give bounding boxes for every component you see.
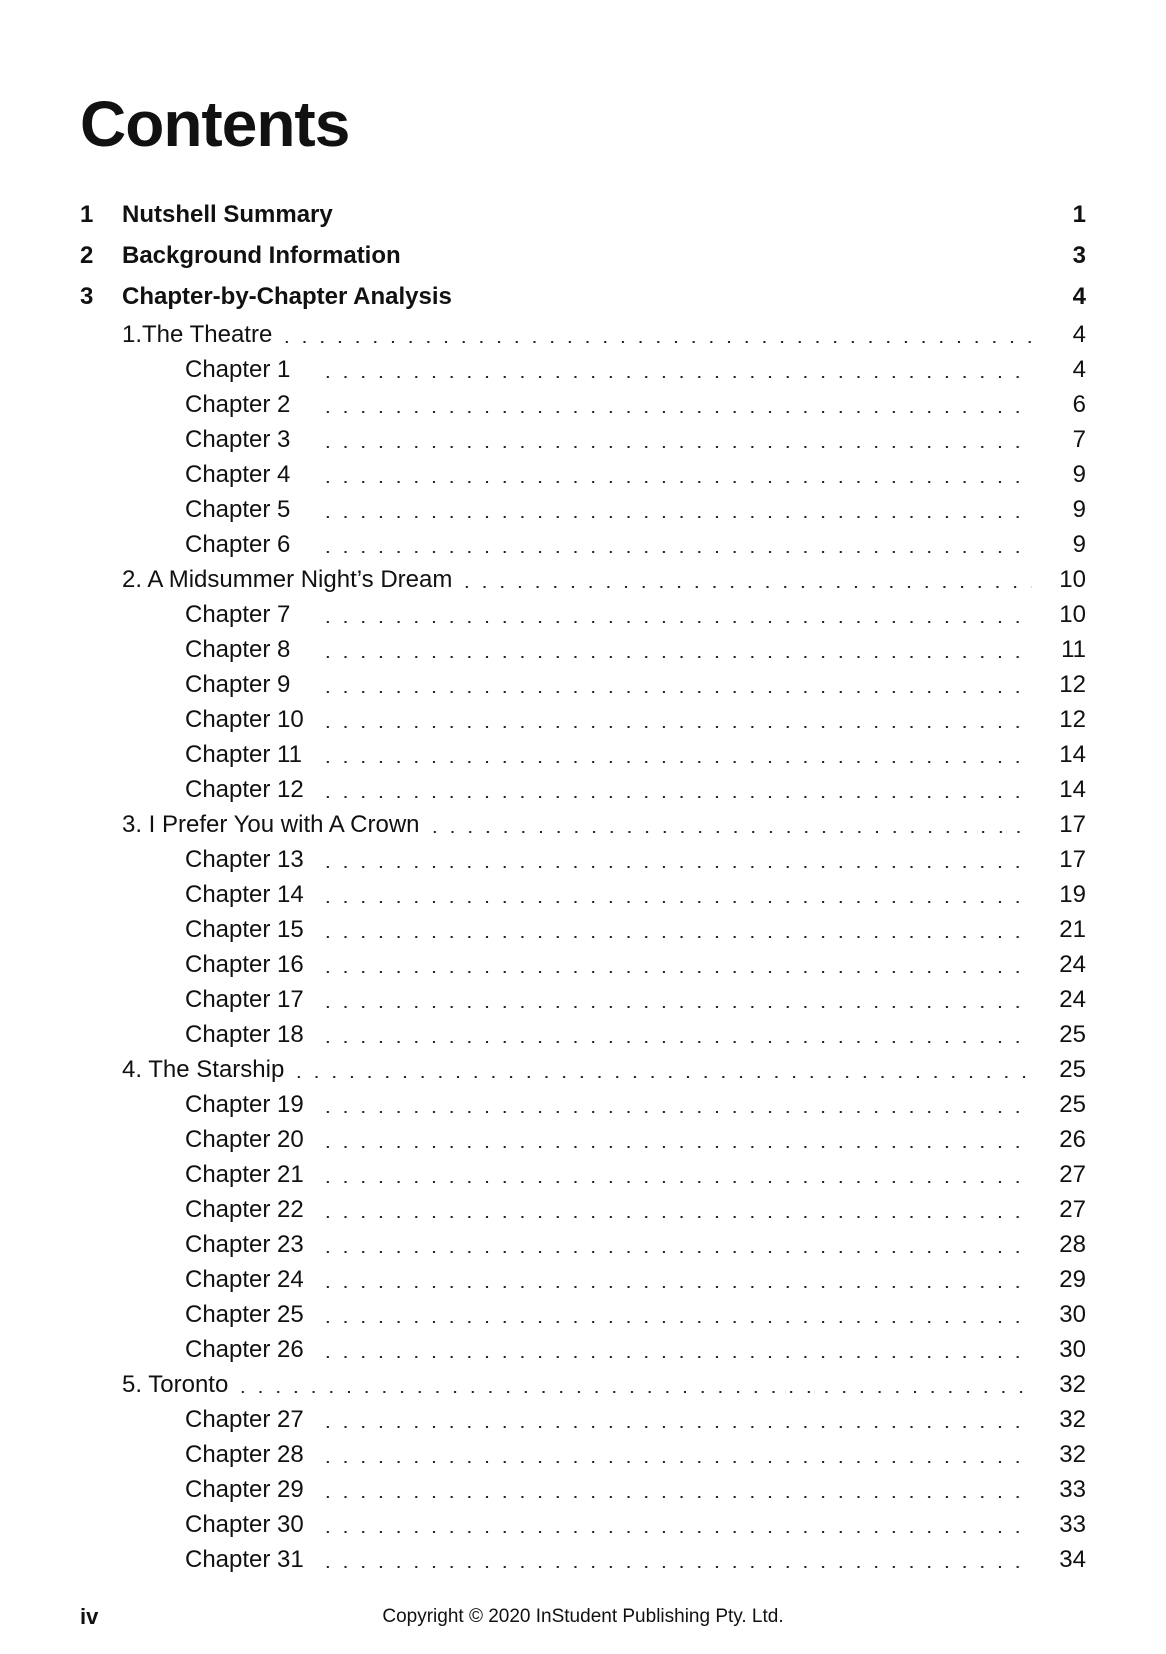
toc-entry-row[interactable] — [80, 1507, 1086, 1542]
entry-page-number: 4 — [1072, 355, 1086, 383]
dot-leader — [319, 1146, 1032, 1148]
entry-title: Chapter 6 — [185, 530, 291, 558]
dot-leader — [319, 1496, 1032, 1498]
toc-section-row[interactable] — [80, 807, 1086, 842]
dot-leader — [426, 831, 1032, 833]
entry-title: Chapter 7 — [185, 600, 291, 628]
toc-chapter-row[interactable] — [80, 235, 1086, 276]
entry-page-number: 27 — [1059, 1195, 1086, 1223]
dot-leader — [319, 376, 1032, 378]
toc-entry-row[interactable] — [80, 1472, 1086, 1507]
toc-entry-row[interactable] — [80, 457, 1086, 492]
toc-entry-row[interactable] — [80, 877, 1086, 912]
toc-chapter-row[interactable] — [80, 276, 1086, 317]
entry-page-number: 34 — [1059, 1545, 1086, 1573]
toc-entry-row[interactable] — [80, 1227, 1086, 1262]
entry-page-number: 17 — [1059, 810, 1086, 838]
entry-page-number: 7 — [1072, 425, 1086, 453]
dot-leader — [319, 1251, 1032, 1253]
entry-title: 3. I Prefer You with A Crown — [122, 810, 420, 838]
toc-entry-row[interactable] — [80, 527, 1086, 562]
chapter-page-number: 3 — [1072, 241, 1086, 269]
toc-entry-row[interactable] — [80, 632, 1086, 667]
entry-page-number: 33 — [1059, 1475, 1086, 1503]
entry-title: 2. A Midsummer Night’s Dream — [122, 565, 453, 593]
entry-title: Chapter 20 — [185, 1125, 304, 1153]
dot-leader — [319, 761, 1032, 763]
dot-leader — [319, 1531, 1032, 1533]
chapter-number: 2 — [80, 241, 94, 269]
entry-title: Chapter 15 — [185, 915, 304, 943]
entry-title: Chapter 8 — [185, 635, 291, 663]
dot-leader — [290, 1076, 1032, 1078]
dot-leader — [319, 726, 1032, 728]
dot-leader — [319, 971, 1032, 973]
entry-page-number: 11 — [1061, 635, 1086, 663]
toc-section-row[interactable] — [80, 317, 1086, 352]
entry-page-number: 14 — [1059, 775, 1086, 803]
footer-copyright: Copyright © 2020 InStudent Publishing Pty. Ltd. — [382, 1606, 784, 1627]
entry-page-number: 19 — [1059, 880, 1086, 908]
entry-page-number: 24 — [1059, 985, 1086, 1013]
dot-leader — [319, 1041, 1032, 1043]
dot-leader — [319, 1426, 1032, 1428]
entry-page-number: 12 — [1059, 670, 1086, 698]
entry-page-number: 9 — [1072, 530, 1086, 558]
entry-page-number: 32 — [1059, 1370, 1086, 1398]
entry-title: Chapter 31 — [185, 1545, 304, 1573]
entry-page-number: 21 — [1059, 915, 1086, 943]
dot-leader — [319, 901, 1032, 903]
dot-leader — [319, 411, 1032, 413]
chapter-title: Chapter-by-Chapter Analysis — [122, 282, 452, 310]
entry-page-number: 32 — [1059, 1405, 1086, 1433]
toc-entry-row[interactable] — [80, 842, 1086, 877]
chapter-number: 3 — [80, 282, 94, 310]
dot-leader — [319, 621, 1032, 623]
toc-entry-row[interactable] — [80, 772, 1086, 807]
chapter-title: Background Information — [122, 241, 401, 269]
dot-leader — [319, 1181, 1032, 1183]
dot-leader — [319, 1461, 1032, 1463]
toc-section-row[interactable] — [80, 562, 1086, 597]
entry-title: Chapter 22 — [185, 1195, 304, 1223]
entry-title: Chapter 4 — [185, 460, 291, 488]
toc-entry-row[interactable] — [80, 1192, 1086, 1227]
entry-title: Chapter 19 — [185, 1090, 304, 1118]
dot-leader — [319, 551, 1032, 553]
toc-entry-row[interactable] — [80, 352, 1086, 387]
entry-title: Chapter 1 — [185, 355, 291, 383]
chapter-page-number: 4 — [1072, 282, 1086, 310]
entry-page-number: 26 — [1059, 1125, 1086, 1153]
entry-title: 1.The Theatre — [122, 320, 273, 348]
entry-page-number: 25 — [1059, 1020, 1086, 1048]
dot-leader — [319, 796, 1032, 798]
entry-page-number: 30 — [1059, 1300, 1086, 1328]
dot-leader — [319, 1111, 1032, 1113]
toc-section-row[interactable] — [80, 1367, 1086, 1402]
entry-title: Chapter 25 — [185, 1300, 304, 1328]
dot-leader — [319, 936, 1032, 938]
page-title: Contents — [80, 88, 350, 160]
entry-title: Chapter 27 — [185, 1405, 304, 1433]
entry-page-number: 25 — [1059, 1090, 1086, 1118]
entry-title: Chapter 24 — [185, 1265, 304, 1293]
entry-page-number: 28 — [1059, 1230, 1086, 1258]
toc-chapter-row[interactable] — [80, 194, 1086, 235]
toc-entry-row[interactable] — [80, 1122, 1086, 1157]
dot-leader — [319, 1356, 1032, 1358]
entry-title: Chapter 18 — [185, 1020, 304, 1048]
entry-title: 5. Toronto — [122, 1370, 229, 1398]
entry-page-number: 4 — [1072, 320, 1086, 348]
footer-page-number: iv — [80, 1604, 99, 1629]
entry-page-number: 14 — [1059, 740, 1086, 768]
entry-title: Chapter 12 — [185, 775, 304, 803]
toc-entry-row[interactable] — [80, 492, 1086, 527]
entry-title: Chapter 29 — [185, 1475, 304, 1503]
dot-leader — [458, 586, 1032, 588]
entry-title: Chapter 16 — [185, 950, 304, 978]
entry-page-number: 29 — [1059, 1265, 1086, 1293]
dot-leader — [319, 1321, 1032, 1323]
entry-title: Chapter 23 — [185, 1230, 304, 1258]
toc-entry-row[interactable] — [80, 387, 1086, 422]
chapter-number: 1 — [80, 200, 94, 228]
toc-entry-row[interactable] — [80, 667, 1086, 702]
entry-page-number: 24 — [1059, 950, 1086, 978]
entry-page-number: 32 — [1059, 1440, 1086, 1468]
entry-page-number: 33 — [1059, 1510, 1086, 1538]
toc-entry-row[interactable] — [80, 1402, 1086, 1437]
entry-title: Chapter 3 — [185, 425, 291, 453]
entry-title: Chapter 9 — [185, 670, 291, 698]
toc-entry-row[interactable] — [80, 1542, 1086, 1577]
dot-leader — [234, 1391, 1032, 1393]
entry-page-number: 6 — [1072, 390, 1086, 418]
entry-title: Chapter 14 — [185, 880, 304, 908]
toc-entry-row[interactable] — [80, 422, 1086, 457]
toc-entry-row[interactable] — [80, 1332, 1086, 1367]
toc-entry-row[interactable] — [80, 982, 1086, 1017]
dot-leader — [319, 516, 1032, 518]
dot-leader — [319, 656, 1032, 658]
entry-title: Chapter 28 — [185, 1440, 304, 1468]
entry-title: Chapter 13 — [185, 845, 304, 873]
toc-entry-row[interactable] — [80, 597, 1086, 632]
dot-leader — [319, 446, 1032, 448]
dot-leader — [319, 1216, 1032, 1218]
entry-page-number: 9 — [1072, 460, 1086, 488]
toc-entry-row[interactable] — [80, 702, 1086, 737]
entry-page-number: 30 — [1059, 1335, 1086, 1363]
entry-title: Chapter 17 — [185, 985, 304, 1013]
entry-page-number: 10 — [1059, 565, 1086, 593]
toc-entry-row[interactable] — [80, 1087, 1086, 1122]
toc-entry-row[interactable] — [80, 1437, 1086, 1472]
dot-leader — [319, 481, 1032, 483]
chapter-title: Nutshell Summary — [122, 200, 333, 228]
entry-title: Chapter 21 — [185, 1160, 304, 1188]
toc-section-row[interactable] — [80, 1052, 1086, 1087]
toc-entry-row[interactable] — [80, 912, 1086, 947]
entry-title: 4. The Starship — [122, 1055, 285, 1083]
entry-page-number: 27 — [1059, 1160, 1086, 1188]
entry-title: Chapter 5 — [185, 495, 291, 523]
chapter-page-number: 1 — [1072, 200, 1086, 228]
dot-leader — [278, 341, 1032, 343]
entry-title: Chapter 2 — [185, 390, 291, 418]
entry-title: Chapter 26 — [185, 1335, 304, 1363]
toc-entry-row[interactable] — [80, 1297, 1086, 1332]
toc-entry-row[interactable] — [80, 737, 1086, 772]
toc-entry-row[interactable] — [80, 947, 1086, 982]
toc-entry-row[interactable] — [80, 1262, 1086, 1297]
entry-page-number: 12 — [1059, 705, 1086, 733]
entry-page-number: 9 — [1072, 495, 1086, 523]
toc-entry-row[interactable] — [80, 1017, 1086, 1052]
entry-page-number: 10 — [1059, 600, 1086, 628]
entry-title: Chapter 11 — [185, 740, 302, 768]
dot-leader — [319, 866, 1032, 868]
dot-leader — [319, 691, 1032, 693]
dot-leader — [319, 1286, 1032, 1288]
entry-title: Chapter 10 — [185, 705, 304, 733]
entry-page-number: 17 — [1059, 845, 1086, 873]
table-of-contents — [80, 194, 1086, 1577]
entry-page-number: 25 — [1059, 1055, 1086, 1083]
toc-entry-row[interactable] — [80, 1157, 1086, 1192]
dot-leader — [319, 1006, 1032, 1008]
dot-leader — [319, 1566, 1032, 1568]
entry-title: Chapter 30 — [185, 1510, 304, 1538]
